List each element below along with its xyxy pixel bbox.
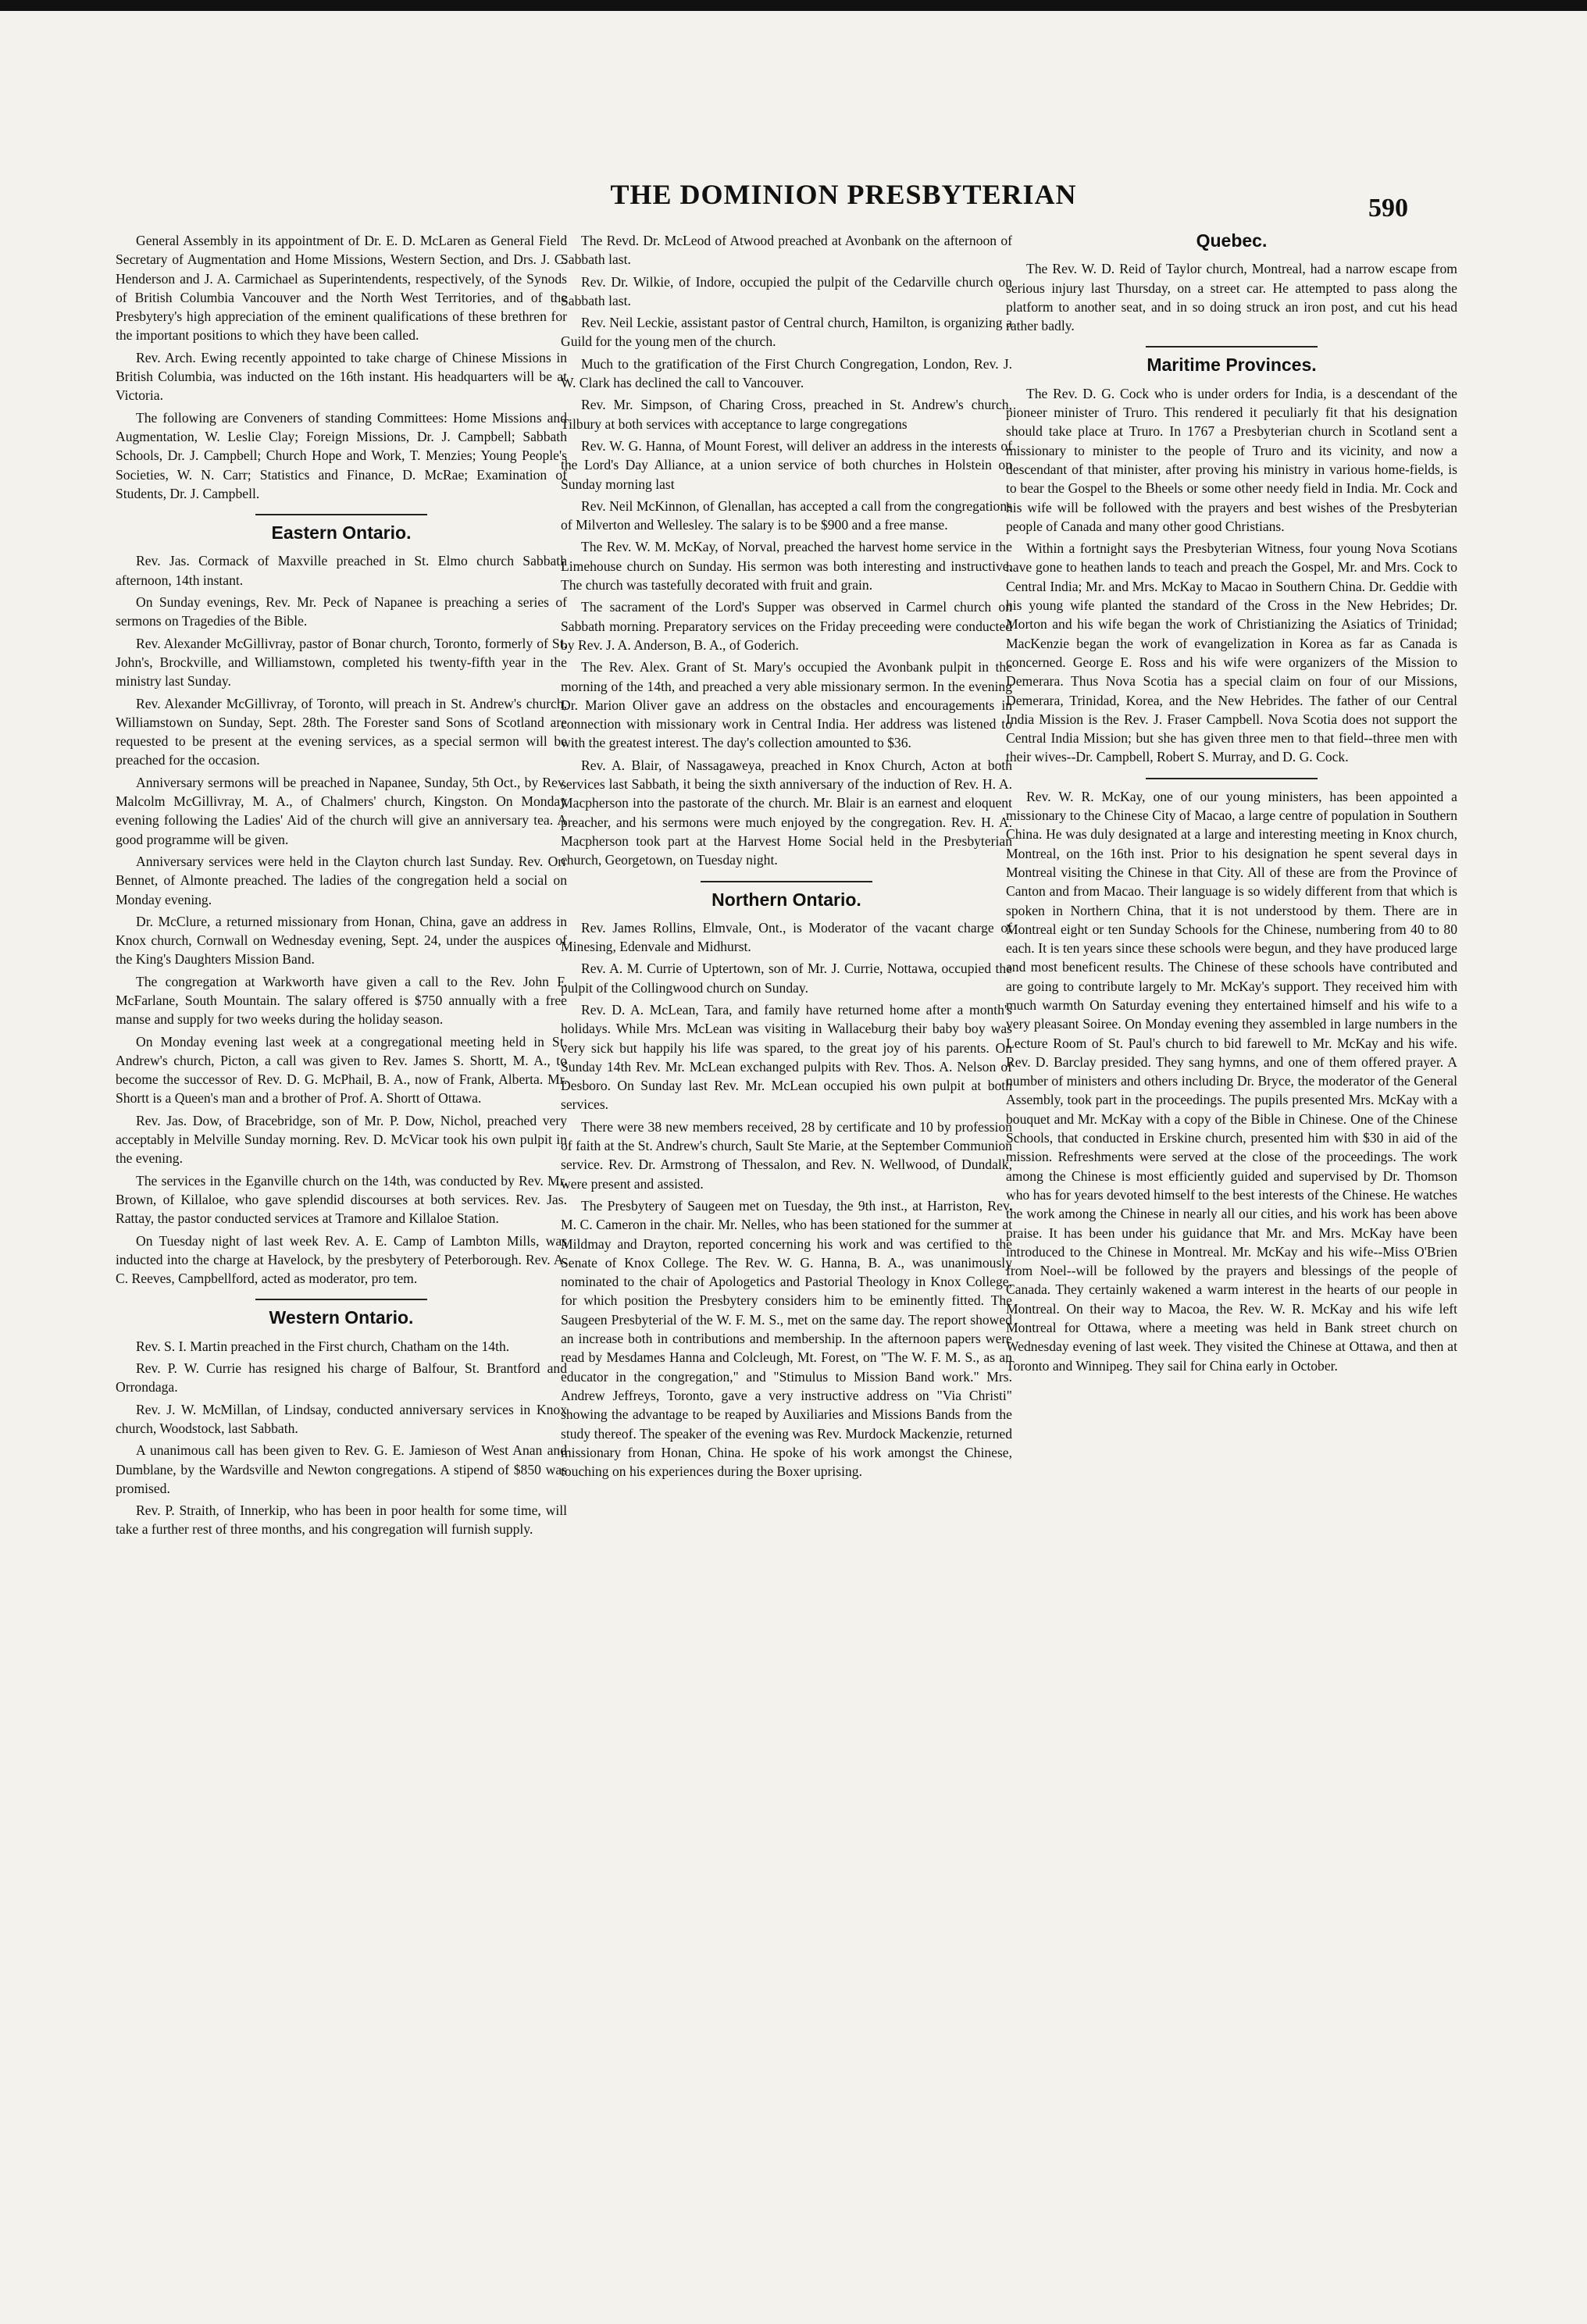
paragraph: Anniversary services were held in the Clayton church last Sunday. Rev. Orr Bennet, of Almonte preached. The ladies of the congregation held a social on Monday evening.	[116, 853, 567, 907]
paragraph: The Revd. Dr. McLeod of Atwood preached at Avonbank on the afternoon of Sabbath last.	[561, 233, 1012, 268]
paragraph: The congregation at Warkworth have given a call to the Rev. John F. McFarlane, South Mountain. The salary offered is $750 annually with a free manse and supply for two weeks during the holiday season.	[116, 973, 567, 1028]
page-number: 590	[1368, 194, 1408, 223]
section-divider	[701, 881, 872, 882]
paragraph: Rev. James Rollins, Elmvale, Ont., is Moderator of the vacant charge of Minesing, Edenvale and Midhurst.	[561, 919, 1012, 955]
paragraph: Rev. Neil McKinnon, of Glenallan, has accepted a call from the congregations of Milverton and Wellesley. The salary is to be $900 and a free manse.	[561, 497, 1012, 533]
western-ontario-continued	[561, 231, 1012, 870]
paragraph: The sacrament of the Lord's Supper was observed in Carmel church on Sabbath morning. Preparatory services on the Friday preceeding were conducted by Rev. J. A. Anderson, B. A., of Goderich.	[561, 599, 1012, 653]
heading-western-ontario: Western Ontario.	[269, 1307, 414, 1328]
paragraph: Rev. W. R. McKay, one of our young ministers, has been appointed a missionary to the Chinese City of Macao, a large centre of population in Southern China. He was duly designated at a large and interesting meeting in Knox church, Montreal, on the 16th inst. Prior to his designation he spent several days in Montreal visiting the Chinese in that City. All of these are from the Province of Canton and from Macao. Their language is so widely different from that which is spoken in Northern China, that it is not understood by them. There are in Montreal eight or ten Sunday Schools for the Chinese, numbering from 40 to 80 each. It is ten years since these schools were begun, and they have produced large and most beneficent results. The Chinese of these schools have contributed and are going to contribute largely to Mr. McKay's support. They received him with much warmth On Saturday evening they entertained himself and his wife to a very pleasant Soiree. On Monday evening they assembled in large numbers in the Lecture Room of St. Paul's church to bid farewell to Mr. McKay and his wife. Rev. D. Barclay presided. They sang hymns, and one of them offered prayer. A number of ministers and others including Dr. Bryce, the moderator of the General Assembly, took part in the proceedings. The pupils presented Mrs. McKay with a bouquet and Mr. McKay with a copy of the Bible in Chinese. One of the Chinese Schools, that conducted in Erskine church, presented him with $30 in aid of the mission. Refreshments were served at the close of the proceedings. The work among the Chinese is most efficiently guided and supervised by Dr. Thomson who has for years devoted himself to the best interests of the Chinese. He watches the work among the Chinese in nearly all our cities, and his work has been above praise. It has been under his guidance that Mr. and Mrs. McKay have been introduced to the Chinese in Montreal. Mr. McKay and his wife--Miss O'Brien from Noel--will be followed by the prayers and blessings of the people of Canada. They certainly wakened a warm interest in the hearts of our people in Montreal. On their way to Macoa, the Rev. W. R. McKay and his wife left Montreal for Ottawa, where a meeting was held in Bank street church on Wednesday evening of last week. They visited the Chinese at Ottawa, and then at Toronto and Winnipeg. They sail for China early in October.	[1006, 788, 1457, 1374]
paragraph: Rev. Dr. Wilkie, of Indore, occupied the pulpit of the Cedarville church on Sabbath last.	[561, 273, 1012, 308]
paragraph: General Assembly in its appointment of Dr. E. D. McLaren as General Field Secretary of Augmentation and Home Missions, Western Section, and Drs. J. C. Henderson and J. A. Carmichael as Superintendents, respectively, of the Synods of British Columbia Vancouver and the North West Territories, and of the Presbytery's high appreciation of the eminent qualifications of these brethren for the important positions to which they have been called.	[116, 233, 567, 344]
heading-northern-ontario: Northern Ontario.	[711, 889, 861, 910]
paragraph: Rev. Alexander McGillivray, pastor of Bonar church, Toronto, formerly of St. John's, Brockville, and Williamstown, completed his twenty-fifth year in the ministry last Sunday.	[116, 635, 567, 690]
paragraph: On Sunday evenings, Rev. Mr. Peck of Napanee is preaching a series of sermons on Tragedies of the Bible.	[116, 594, 567, 629]
paragraph: Rev. P. Straith, of Innerkip, who has been in poor health for some time, will take a further rest of three months, and his congregation will furnish supply.	[116, 1502, 567, 1538]
intro-section	[116, 231, 567, 503]
paragraph: Rev. A. M. Currie of Uptertown, son of Mr. J. Currie, Nottawa, occupied the pulpit of the Collingwood church on Sunday.	[561, 961, 1012, 996]
paragraph: Rev. Mr. Simpson, of Charing Cross, preached in St. Andrew's church, Tilbury at both services with acceptance to large congregations	[561, 397, 1012, 432]
paragraph: Rev. P. W. Currie has resigned his charge of Balfour, St. Brantford and Orrondaga.	[116, 1360, 567, 1395]
paragraph: A unanimous call has been given to Rev. G. E. Jamieson of West Anan and Dumblane, by the Wardsville and Newton congregations. A stipend of $850 was promised.	[116, 1442, 567, 1496]
paragraph: Rev. Neil Leckie, assistant pastor of Central church, Hamilton, is organizing a Guild for the young men of the church.	[561, 315, 1012, 350]
paragraph: Dr. McClure, a returned missionary from Honan, China, gave an address in Knox church, Cornwall on Wednesday evening, Sept. 24, under the auspices of the King's Daughters Mission Band.	[116, 913, 567, 968]
heading-maritime-provinces: Maritime Provinces.	[1147, 355, 1317, 376]
page-top-edge	[0, 0, 1587, 11]
paragraph: Rev. W. G. Hanna, of Mount Forest, will deliver an address in the interests of the Lord's Day Alliance, at a union service of both churches in Holstein on Sunday morning last	[561, 437, 1012, 492]
quebec-section	[1006, 259, 1457, 335]
paragraph: The Presbytery of Saugeen met on Tuesday, the 9th inst., at Harriston, Rev. M. C. Cameron in the chair. Mr. Nelles, who has been stationed for the summer at Mildmay and Drayton, reported concerning his work and was certified to the Senate of Knox College. The Rev. W. G. Hanna, B. A., was unanimously nominated to the chair of Apologetics and Pastorial Theology in Knox College, for which position the Presbytery considers him to be eminently fitted. The Saugeen Presbyterial of the W. F. M. S., met on the same day. The report showed an increase both in contributions and membership. In the afternoon papers were read by Mesdames Hanna and Colcleugh, Mt. Forest, on "The W. F. M. S., as an educator in the congregation," and "Stimulus to Mission Band work." Mrs. Andrew Jeffreys, Toronto, gave a very instructive address on "Via Christi" showing the advantage to be reaped by Auxiliaries and Missions Bands from the study thereof. The speaker of the evening was Rev. Murdock Mackenzie, returned missionary from Honan, China. He spoke of his work amongst the Chinese, touching on his experiences during the Boxer uprising.	[561, 1197, 1012, 1480]
heading-eastern-ontario: Eastern Ontario.	[271, 522, 412, 544]
paragraph: The following are Conveners of standing Committees: Home Missions and Augmentation, W. Leslie Clay; Foreign Missions, Dr. J. Campbell; Sabbath Schools, Dr. J. Campbell; Church Hope and Work, T. Menzies; Young People's Societies, W. N. Carr; Statistics and Finance, D. McRae; Examination of Students, Dr. J. Campbell.	[116, 409, 567, 501]
paragraph: On Monday evening last week at a congregational meeting held in St. Andrew's church, Picton, a call was given to Rev. James S. Shortt, M. A., to become the successor of Rev. D. G. McPhail, B. A., now of Frank, Alberta. Mr. Shortt is a Queen's man and a brother of Prof. A. Shortt of Ottawa.	[116, 1033, 567, 1107]
paragraph: Rev. Arch. Ewing recently appointed to take charge of Chinese Missions in British Columbia, was inducted on the 16th instant. His headquarters will be at Victoria.	[116, 349, 567, 404]
paragraph: The Rev. W. M. McKay, of Norval, preached the harvest home service in the Limehouse church on Sunday. His sermon was both interesting and instructive. The church was tastefully decorated with fruit and grain.	[561, 539, 1012, 593]
northern-ontario-section	[561, 918, 1012, 1481]
paragraph: Rev. A. Blair, of Nassagaweya, preached in Knox Church, Acton at both services last Sabbath, it being the sixth anniversary of the induction of Rev. H. A. Macpherson into the pastorate of the church. Mr. Blair is an earnest and eloquent preacher, and his sermons were much enjoyed by the congregation. Rev. H. A. Macpherson took part at the Harvest Home Social held in the Presbyterian church, Georgetown, on Tuesday night.	[561, 757, 1012, 868]
column-1	[116, 231, 567, 1542]
paragraph: On Tuesday night of last week Rev. A. E. Camp of Lambton Mills, was inducted into the charge at Havelock, by the presbytery of Peterborough. Rev. A. C. Reeves, Campbellford, acted as moderator, pro tem.	[116, 1232, 567, 1287]
section-divider	[1146, 778, 1318, 779]
paragraph: Rev. J. W. McMillan, of Lindsay, conducted anniversary services in Knox church, Woodstock, last Sabbath.	[116, 1401, 567, 1436]
mckay-article	[1006, 787, 1457, 1375]
paragraph: The Rev. D. G. Cock who is under orders for India, is a descendant of the pioneer minister of Truro. This rendered it peculiarly fit that his designation should take place at Truro. In 1767 a Presbyterian church in Scotland sent a missionary to minister to the people of Truro and its vicinity, and now a descendant of that minister, after proving his ministry in various home-fields, is to bear the Gospel to the Bheels or some other needy field in India. Mr. Cock and his wife will be followed with the prayers and best wishes of the Presbyterian people of Canada and many other good Christians.	[1006, 385, 1457, 534]
paragraph: Rev. Jas. Dow, of Bracebridge, son of Mr. P. Dow, Nichol, preached very acceptably in Melville Sunday morning. Rev. D. McVicar took his own pulpit in the evening.	[116, 1112, 567, 1167]
paragraph: Rev. Alexander McGillivray, of Toronto, will preach in St. Andrew's church, Williamstown on Sunday, Sept. 28th. The Forester sand Sons of Scotland are requested to be present at the evening services, as a special sermon will be preached for the occasion.	[116, 695, 567, 768]
column-2	[561, 231, 1012, 1484]
section-divider	[255, 514, 427, 515]
column-3	[1006, 231, 1457, 1378]
paragraph: There were 38 new members received, 28 by certificate and 10 by profession of faith at the St. Andrew's church, Sault Ste Marie, at the September Communion service. Rev. Dr. Armstrong of Thessalon, and Rev. N. Wellwood, of Dundalk, were present and assisted.	[561, 1118, 1012, 1192]
paragraph: The Rev. Alex. Grant of St. Mary's occupied the Avonbank pulpit in the morning of the 14th, and preached a very able missionary sermon. In the evening Dr. Marion Oliver gave an address on the obstacles and encouragements in connection with missionary work in Central India. Her address was listened to with the greatest interest. The day's collection amounted to $36.	[561, 659, 1012, 751]
masthead: THE DOMINION PRESBYTERIAN	[610, 179, 1077, 210]
paragraph: Anniversary sermons will be preached in Napanee, Sunday, 5th Oct., by Rev. Malcolm McGillivray, M. A., of Chalmers' church, Kingston. On Monday evening following the Ladies' Aid of the church will give an anniversary tea. A good programme will be given.	[116, 774, 567, 847]
eastern-ontario-section	[116, 551, 567, 1288]
paragraph: The services in the Eganville church on the 14th, was conducted by Rev. Mr. Brown, of Killaloe, who gave splendid discourses at both services. Rev. Jas. Rattay, the pastor conducted services at Tramore and Killaloe Station.	[116, 1172, 567, 1227]
section-divider	[255, 1299, 427, 1300]
maritime-section	[1006, 384, 1457, 767]
western-ontario-section	[116, 1337, 567, 1539]
heading-quebec: Quebec.	[1196, 230, 1268, 251]
paragraph: Rev. S. I. Martin preached in the First church, Chatham on the 14th.	[136, 1338, 510, 1354]
section-divider	[1146, 346, 1318, 348]
paragraph: Much to the gratification of the First Church Congregation, London, Rev. J. W. Clark has declined the call to Vancouver.	[561, 355, 1012, 391]
paragraph: Rev. D. A. McLean, Tara, and family have returned home after a month's holidays. While Mrs. McLean was visiting in Wallaceburg their baby boy was very sick but happily his life was spared, to the great joy of his parents. On Sunday 14th Rev. Mr. McLean exchanged pulpits with Rev. Thos. A. Nelson of Desboro. On Sunday last Rev. Mr. McLean occupied his own pulpit at both services.	[561, 1001, 1012, 1113]
paragraph: The Rev. W. D. Reid of Taylor church, Montreal, had a narrow escape from serious injury last Thursday, on a street car. He attempted to pass along the platform to another seat, and in so doing struck an iron post, and cut his head rather badly.	[1006, 261, 1457, 334]
paragraph: Rev. Jas. Cormack of Maxville preached in St. Elmo church Sabbath afternoon, 14th instant.	[116, 553, 567, 588]
paragraph: Within a fortnight says the Presbyterian Witness, four young Nova Scotians have gone to heathen lands to teach and preach the Gospel, Mr. and Mrs. Cock to Central India; Mr. and Mrs. McKay to Macao in Southern China. Dr. Geddie with his young wife planted the standard of the Cross in the New Hebrides; Dr. Morton and his wife began the work of Christianizing the Asiatics of Trinidad; MacKenzie began the work of evangelization in Korea as far as Canada is concerned. George E. Ross and his wife were organizers of the Mission to Demerara. Thus Nova Scotia has a special claim on four of our Missions, Demerara, Trinidad, Korea, and the New Hebrides. The father of our Central India Mission is the Rev. J. Fraser Campbell. Nova Scotia does not support the Central India Mission; but she has given three men to that field--three men with their wives--Dr. Campbell, Robert S. Murray, and D. G. Cock.	[1006, 540, 1457, 765]
